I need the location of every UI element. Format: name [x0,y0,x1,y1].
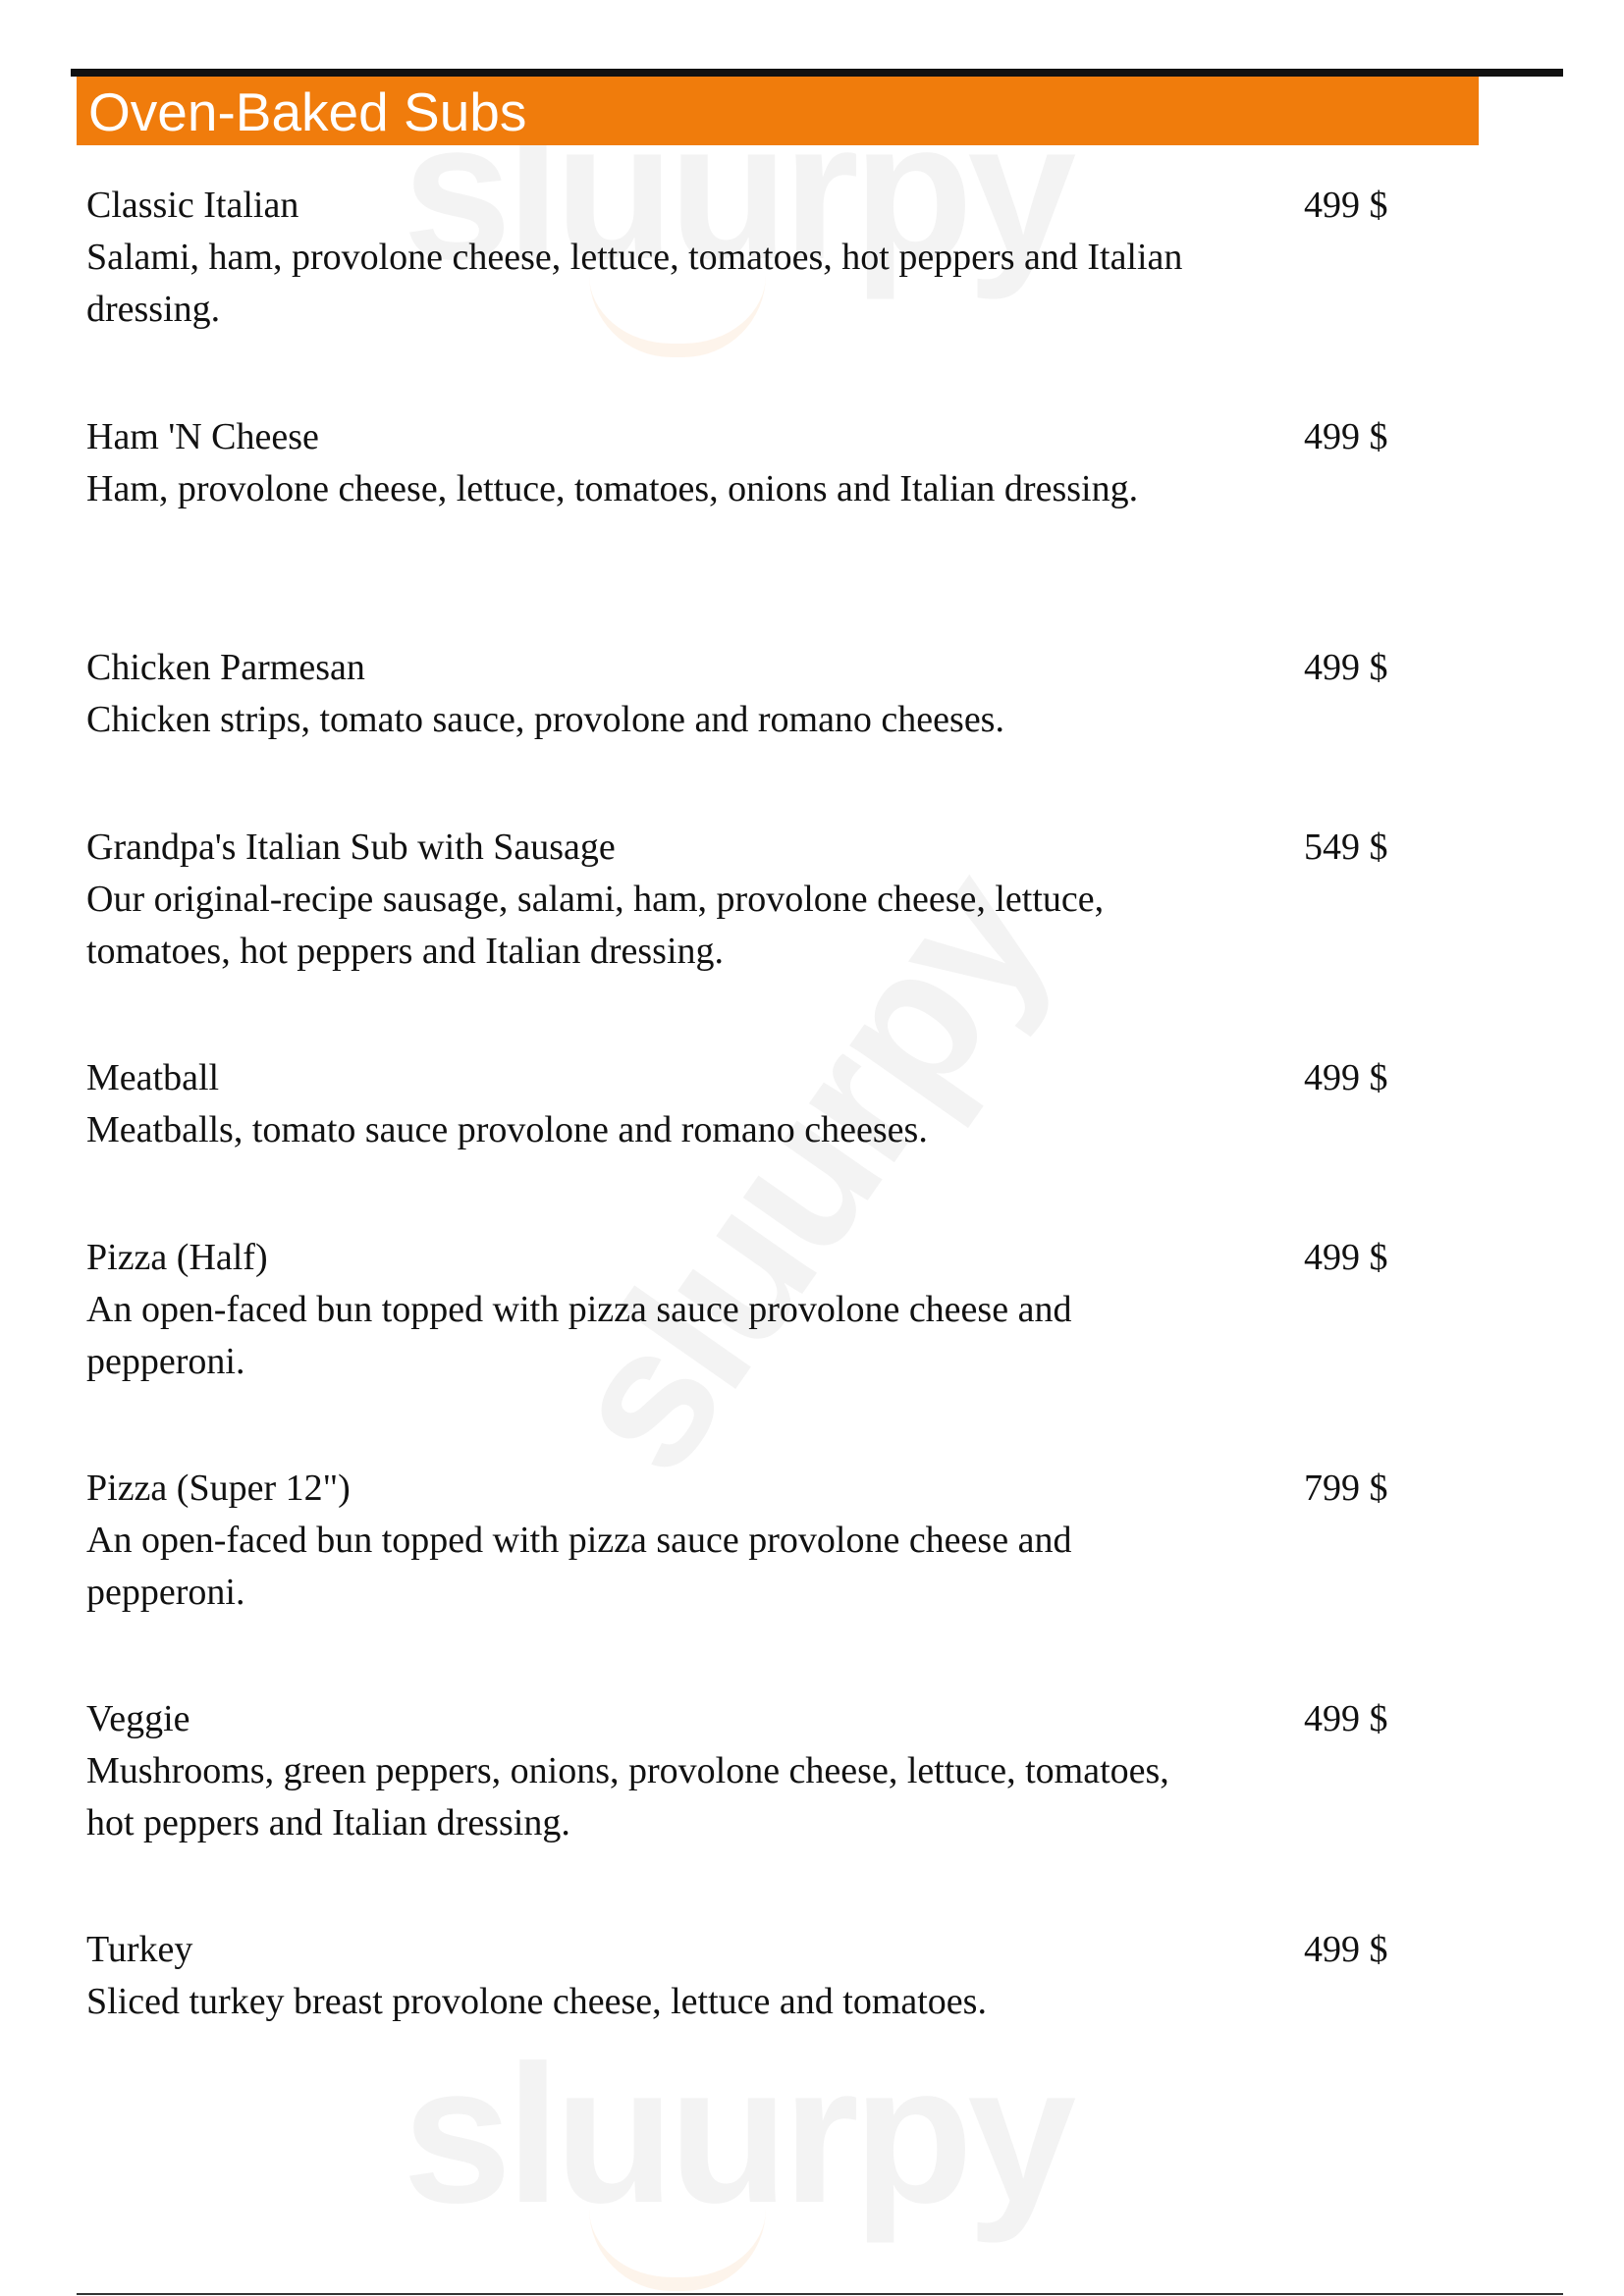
item-price: 499 $ [1304,1698,1388,1739]
item-name: Pizza (Super 12") [86,1468,351,1509]
menu-item [86,1232,1402,1388]
item-price: 499 $ [1304,1929,1388,1970]
menu-item [86,180,1402,336]
item-price: 799 $ [1304,1468,1388,1509]
item-name: Veggie [86,1698,190,1739]
watermark-swirl [589,2209,766,2291]
item-price: 549 $ [1304,827,1388,868]
item-name: Grandpa's Italian Sub with Sausage [86,827,616,868]
item-name: Meatball [86,1057,220,1098]
item-name: Ham 'N Cheese [86,416,319,457]
bottom-rule [77,2293,1563,2295]
item-description: Meatballs, tomato sauce provolone and romano cheeses. [86,1109,928,1150]
item-description: Mushrooms, green peppers, onions, provolone cheese, lettuce, tomatoes, hot peppers and Italian dressing. [86,1750,1169,1843]
item-description: Salami, ham, provolone cheese, lettuce, tomatoes, hot peppers and Italian dressing. [86,237,1183,330]
menu-item [86,642,1402,746]
item-description: Our original-recipe sausage, salami, ham, provolone cheese, lettuce, tomatoes, hot peppers and Italian dressing. [86,879,1105,972]
item-description: Ham, provolone cheese, lettuce, tomatoes, onions and Italian dressing. [86,468,1139,509]
item-description: An open-faced bun topped with pizza sauce provolone cheese and pepperoni. [86,1520,1072,1613]
item-price: 499 $ [1304,647,1388,688]
menu-item [86,1052,1402,1156]
item-price: 499 $ [1304,1057,1388,1098]
item-price: 499 $ [1304,185,1388,226]
menu-item [86,1924,1402,2028]
section-header [77,77,1479,145]
menu-item [86,1463,1402,1619]
item-description: Sliced turkey breast provolone cheese, lettuce and tomatoes. [86,1981,987,2022]
section-title: Oven-Baked Subs [88,81,527,142]
item-name: Turkey [86,1929,193,1970]
menu-item [86,1693,1402,1849]
item-price: 499 $ [1304,1237,1388,1278]
menu-item [86,822,1402,978]
item-description: An open-faced bun topped with pizza sauce provolone cheese and pepperoni. [86,1289,1072,1382]
item-name: Classic Italian [86,185,299,226]
menu-item [86,411,1402,515]
top-rule [71,69,1563,77]
item-price: 499 $ [1304,416,1388,457]
item-description: Chicken strips, tomato sauce, provolone and romano cheeses. [86,699,1004,740]
item-name: Pizza (Half) [86,1237,268,1278]
item-name: Chicken Parmesan [86,647,365,688]
